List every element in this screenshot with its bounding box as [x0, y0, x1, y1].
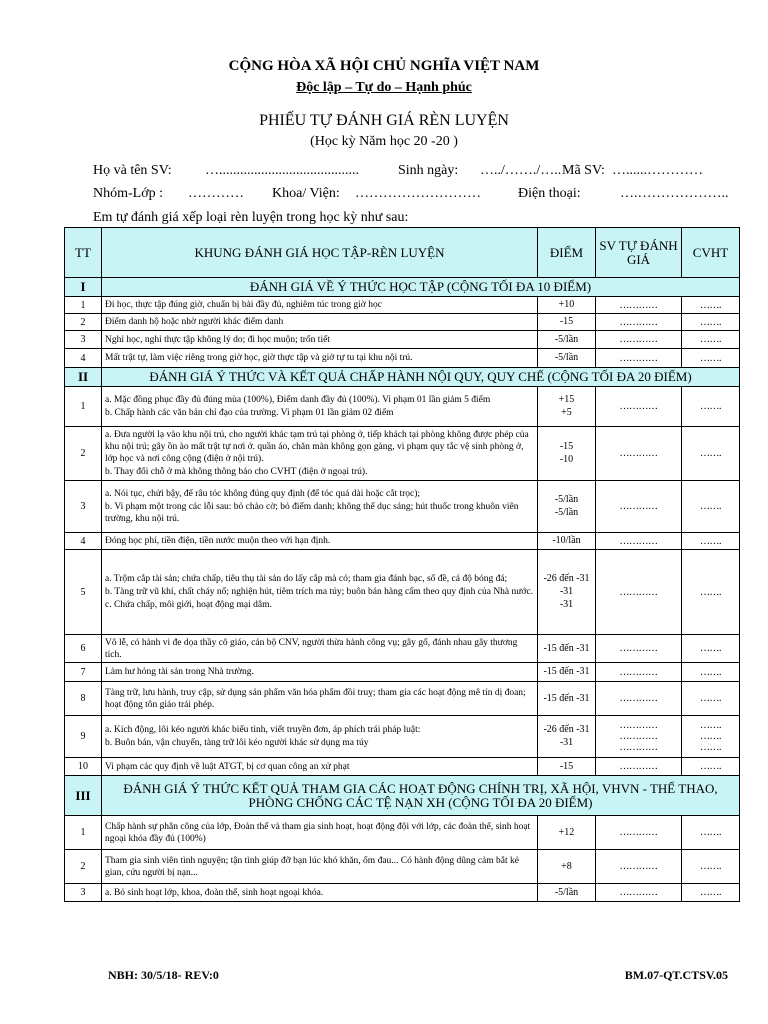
country-heading: CỘNG HÒA XÃ HỘI CHỦ NGHĨA VIỆT NAM [228, 58, 540, 74]
table-row [65, 314, 740, 331]
points-cell [538, 481, 596, 533]
points-cell [538, 349, 596, 368]
points-value: +8 [561, 860, 572, 872]
criteria-text: Đóng học phí, tiền điện, tiền nước muộn theo với hạn định. [105, 536, 331, 546]
criteria-text: Điểm danh hộ hoặc nhờ người khác điểm danh [105, 317, 284, 327]
criteria-cell [102, 481, 538, 533]
student-id-field[interactable]: …......………… [612, 163, 703, 178]
points-cell [538, 427, 596, 481]
advisor-score-field[interactable]: ……. [682, 533, 740, 550]
points-value: -15 đến -31 [543, 692, 590, 704]
points-cell [538, 314, 596, 331]
table-row [65, 533, 740, 550]
name-label: Họ và tên SV: [93, 163, 172, 178]
row-number: 5 [65, 550, 102, 635]
row-number: 3 [65, 331, 102, 349]
points-value: -26 đến -31 [543, 573, 590, 584]
table-row [65, 297, 740, 314]
row-number: 3 [65, 884, 102, 902]
row-number: 1 [65, 816, 102, 850]
self-score-field[interactable]: ………… [596, 427, 682, 481]
points-value: -5/lần [554, 494, 579, 505]
points-cell [538, 682, 596, 716]
points-cell [538, 331, 596, 349]
criteria-cell [102, 663, 538, 682]
self-score-field[interactable]: ………… [596, 387, 682, 427]
self-score-field[interactable]: ………… [596, 349, 682, 368]
header-points: ĐIỂM [538, 228, 596, 278]
row-number: 8 [65, 682, 102, 716]
form-title: PHIẾU TỰ ĐÁNH GIÁ RÈN LUYỆN [259, 112, 509, 129]
form-subtitle: (Học kỳ Năm học 20 -20 ) [310, 134, 458, 149]
points-value: +15 [558, 394, 575, 405]
table-row [65, 816, 740, 850]
advisor-score-field[interactable]: ……. [682, 884, 740, 902]
criteria-cell [102, 314, 538, 331]
criteria-text: b. Tàng trữ vũ khí, chất cháy nổ; nghiện hút, tiêm trích ma túy; buôn bán hàng cấm theo quy định của Nhà nước. [105, 587, 534, 597]
table-row [65, 635, 740, 663]
section-number: III [65, 776, 102, 816]
self-score-field[interactable]: ………… [596, 758, 682, 776]
header-advisor: CVHT [682, 228, 740, 278]
section-row [65, 368, 740, 387]
points-value: +5 [561, 407, 572, 418]
points-value: -15 [559, 441, 574, 452]
table-row [65, 663, 740, 682]
points-cell [538, 816, 596, 850]
table-row [65, 850, 740, 884]
points-value: -31 [559, 599, 574, 610]
criteria-cell [102, 635, 538, 663]
advisor-score-field[interactable]: ……. [682, 427, 740, 481]
row-number: 2 [65, 427, 102, 481]
points-value: -5/lần [554, 507, 579, 518]
section-title: ĐÁNH GIÁ Ý THỨC VÀ KẾT QUẢ CHẤP HÀNH NỘI QUY, QUY CHẾ (CỘNG TỐI ĐA 20 ĐIỂM) [102, 368, 740, 387]
advisor-score-field[interactable]: ……. [682, 758, 740, 776]
table-row [65, 682, 740, 716]
criteria-text: a. Trộm cắp tài sản; chứa chấp, tiêu thụ tài sản do lấy cắp mà có; tham gia đánh bạc, số đề, cá độ bóng đá; [105, 574, 508, 584]
footer-revision: NBH: 30/5/18- REV:0 [108, 968, 219, 982]
advisor-score-field[interactable]: ……. [682, 349, 740, 368]
advisor-score-field[interactable]: ……. [682, 387, 740, 427]
criteria-cell [102, 884, 538, 902]
self-score-field[interactable]: ………… [596, 331, 682, 349]
row-number: 3 [65, 481, 102, 533]
criteria-text: Chấp hành sự phân công của lớp, Đoàn thể và tham gia sinh hoạt, hoạt động đội với lớp, các đoàn thể, sinh hoạt ngoại khóa đầy đủ (100%) [105, 821, 531, 844]
advisor-score-field[interactable]: ……. [682, 297, 740, 314]
points-cell [538, 550, 596, 635]
points-cell [538, 716, 596, 758]
footer-form-code: BM.07-QT.CTSV.05 [624, 968, 728, 982]
self-score-field[interactable]: ………… [596, 816, 682, 850]
name-field[interactable]: …........................................ [205, 163, 359, 178]
advisor-score-field[interactable]: ……. [682, 314, 740, 331]
criteria-cell [102, 427, 538, 481]
table-row [65, 387, 740, 427]
phone-label: Điện thoại: [518, 186, 581, 201]
table-row [65, 349, 740, 368]
criteria-text: Tham gia sinh viên tình nguyện; tận tình giúp đỡ bạn lúc khó khăn, ốm đau... Có hành động dũng cảm bắt kẻ gian, cứu người bị nạn... [105, 855, 519, 878]
faculty-field[interactable]: ……………………… [355, 186, 481, 201]
table-body [65, 278, 740, 902]
criteria-text: c. Chứa chấp, môi giới, hoạt động mại dâm. [105, 600, 272, 610]
table-row [65, 427, 740, 481]
row-number: 1 [65, 387, 102, 427]
self-score-field[interactable]: ………… [596, 884, 682, 902]
section-title: ĐÁNH GIÁ Ý THỨC KẾT QUẢ THAM GIA CÁC HOẠT ĐỘNG CHÍNH TRỊ, XÃ HỘI, VHVN - THỂ THAO, PHÒNG CHỐNG CÁC TỆ NẠN XH (CỘNG TỐI ĐA 20 ĐIỂM) [102, 776, 740, 816]
self-score-field[interactable]: ………… [596, 481, 682, 533]
points-value: -31 [559, 737, 574, 748]
table-row [65, 550, 740, 635]
points-value: -15 đến -31 [543, 666, 590, 677]
motto-heading [0, 80, 768, 96]
points-cell [538, 387, 596, 427]
row-number: 6 [65, 635, 102, 663]
self-score-field[interactable]: ………… [596, 550, 682, 635]
row-number: 4 [65, 349, 102, 368]
advisor-score-field[interactable]: ……. ……. ……. [682, 716, 740, 758]
advisor-score-field[interactable]: ……. [682, 331, 740, 349]
criteria-cell [102, 533, 538, 550]
advisor-score-field[interactable]: ……. [682, 550, 740, 635]
intro-text: Em tự đánh giá xếp loại rèn luyện trong học kỳ như sau: [93, 210, 409, 225]
criteria-text: Vi phạm các quy định về luật ATGT, bị cơ quan công an xử phạt [105, 761, 350, 772]
self-score-field[interactable]: ………… [596, 297, 682, 314]
points-cell [538, 635, 596, 663]
header-self-evaluation: SV TỰ ĐÁNH GIÁ [596, 228, 682, 278]
section-row [65, 278, 740, 297]
table-row [65, 716, 740, 758]
advisor-score-field[interactable]: ……. [682, 816, 740, 850]
criteria-cell [102, 682, 538, 716]
row-number: 1 [65, 297, 102, 314]
self-score-field[interactable]: ………… [596, 682, 682, 716]
row-number: 9 [65, 716, 102, 758]
self-score-field[interactable]: ………… [596, 635, 682, 663]
group-field[interactable]: ………… [188, 186, 244, 201]
section-number: I [65, 278, 102, 297]
table-row [65, 884, 740, 902]
self-score-field[interactable]: ………… [596, 850, 682, 884]
self-score-field[interactable]: ………… [596, 314, 682, 331]
points-cell [538, 663, 596, 682]
points-cell [538, 533, 596, 550]
criteria-text: Mất trật tự, làm việc riêng trong giờ học, giờ thực tập và giờ tự tu tại khu nội trú. [105, 353, 413, 363]
advisor-score-field[interactable]: ……. [682, 481, 740, 533]
criteria-text: a. Bỏ sinh hoạt lớp, khoa, đoàn thể, sinh hoạt ngoại khóa. [105, 887, 324, 898]
section-number: II [65, 368, 102, 387]
points-value: -31 [559, 586, 574, 597]
header-tt: TT [65, 228, 102, 278]
row-number: 7 [65, 663, 102, 682]
self-score-field[interactable]: ………… [596, 663, 682, 682]
self-score-field[interactable]: ………… ………… ………… [596, 716, 682, 758]
criteria-text: a. Nói tục, chửi bậy, để râu tóc không đúng quy định (để tóc quá dài hoặc cắt trọc); [105, 489, 421, 499]
criteria-text: a. Kích động, lôi kéo người khác biểu tình, viết truyền đơn, áp phích trái pháp luật: [105, 725, 421, 735]
evaluation-table [64, 227, 740, 902]
points-value: -15 [559, 760, 574, 772]
criteria-text: b. Thay đổi chỗ ở mà không thông báo cho CVHT (điện ở ngoại trú). [105, 467, 368, 477]
points-value: -5/lần [554, 352, 579, 363]
advisor-score-field[interactable]: ……. [682, 663, 740, 682]
row-number: 2 [65, 850, 102, 884]
group-label: Nhóm-Lớp : [93, 186, 164, 201]
header-framework: KHUNG ĐÁNH GIÁ HỌC TẬP-RÈN LUYỆN [102, 228, 538, 278]
table-row [65, 331, 740, 349]
criteria-text: a. Đưa người lạ vào khu nội trú, cho người khác tạm trú tại phòng ở, tiếp khách tại phòng không được phép của khu nội trú; gây ồn ào mất trật tự nơi ở. quần áo, chăn màn không gọn gàng, vi phạm quy tắc vệ sinh phòng ở, lớp học và nơi công cộng (điện ở nội trú). [105, 430, 529, 464]
points-value: -10 [559, 454, 574, 465]
points-cell [538, 297, 596, 314]
criteria-text: Đi học, thực tập đúng giờ, chuẩn bị bài đầy đủ, nghiêm túc trong giờ học [105, 300, 382, 310]
criteria-text: b. Chấp hành các văn bản chỉ đạo của trường. Vi phạm 01 lần giảm 02 điểm [105, 408, 394, 418]
criteria-cell [102, 550, 538, 635]
criteria-cell [102, 349, 538, 368]
points-value: -15 [559, 316, 574, 327]
points-value: -26 đến -31 [543, 724, 590, 735]
section-title: ĐÁNH GIÁ VỀ Ý THỨC HỌC TẬP (CỘNG TỐI ĐA 10 ĐIỂM) [102, 278, 740, 297]
points-value: +10 [558, 299, 575, 310]
points-value: -15 đến -31 [543, 642, 590, 654]
points-value: -5/lần [554, 886, 579, 898]
criteria-cell [102, 716, 538, 758]
advisor-score-field[interactable]: ……. [682, 682, 740, 716]
points-cell [538, 758, 596, 776]
criteria-text: b. Vi phạm một trong các lỗi sau: bỏ chào cờ; bỏ điểm danh; không thể dục sáng; hút thuốc trong khuôn viên trường, khu nội trú. [105, 502, 519, 524]
table-row [65, 758, 740, 776]
points-value: +12 [558, 826, 575, 838]
criteria-text: a. Mặc đồng phục đầy đủ đúng mùa (100%), Điểm danh đầy đủ (100%). Vi phạm 01 lần giảm 5 điểm [105, 395, 491, 405]
criteria-text: Tàng trữ, lưu hành, truy cập, sử dụng sản phẩm văn hóa phẩm đồi truỵ; tham gia các hoạt động mê tín dị đoan; hoạt động tôn giáo trái phép. [105, 687, 526, 710]
phone-field[interactable]: ….……………….. [620, 186, 729, 201]
points-value: -10/lần [552, 535, 581, 546]
criteria-cell [102, 816, 538, 850]
criteria-text: b. Buôn bán, vận chuyển, tàng trữ lôi kéo người khác sử dụng ma túy [105, 738, 369, 748]
points-cell [538, 850, 596, 884]
criteria-text: Vô lễ, có hành vi đe dọa thầy cô giáo, cán bộ CNV, người thừa hành công vụ; gây gổ, đánh nhau gây thương tích. [105, 637, 518, 660]
self-score-field[interactable]: ………… [596, 533, 682, 550]
criteria-cell [102, 331, 538, 349]
criteria-cell [102, 387, 538, 427]
advisor-score-field[interactable]: ……. [682, 850, 740, 884]
motto-text: Độc lập – Tự do – Hạnh phúc [296, 80, 472, 95]
advisor-score-field[interactable]: ……. [682, 635, 740, 663]
row-number: 10 [65, 758, 102, 776]
dob-label: Sinh ngày: [398, 163, 459, 178]
points-value: -5/lần [554, 333, 579, 345]
section-row [65, 776, 740, 816]
criteria-cell [102, 758, 538, 776]
points-cell [538, 884, 596, 902]
criteria-cell [102, 850, 538, 884]
row-number: 4 [65, 533, 102, 550]
criteria-text: Nghỉ học, nghỉ thực tập không lý do; đi học muộn; trốn tiết [105, 334, 330, 345]
criteria-text: Làm hư hỏng tài sản trong Nhà trường. [105, 667, 254, 677]
dob-field[interactable]: …../……./….. [480, 163, 562, 178]
faculty-label: Khoa/ Viện: [272, 186, 340, 201]
row-number: 2 [65, 314, 102, 331]
criteria-cell [102, 297, 538, 314]
student-id-label: Mã SV: [562, 163, 605, 178]
table-row [65, 481, 740, 533]
